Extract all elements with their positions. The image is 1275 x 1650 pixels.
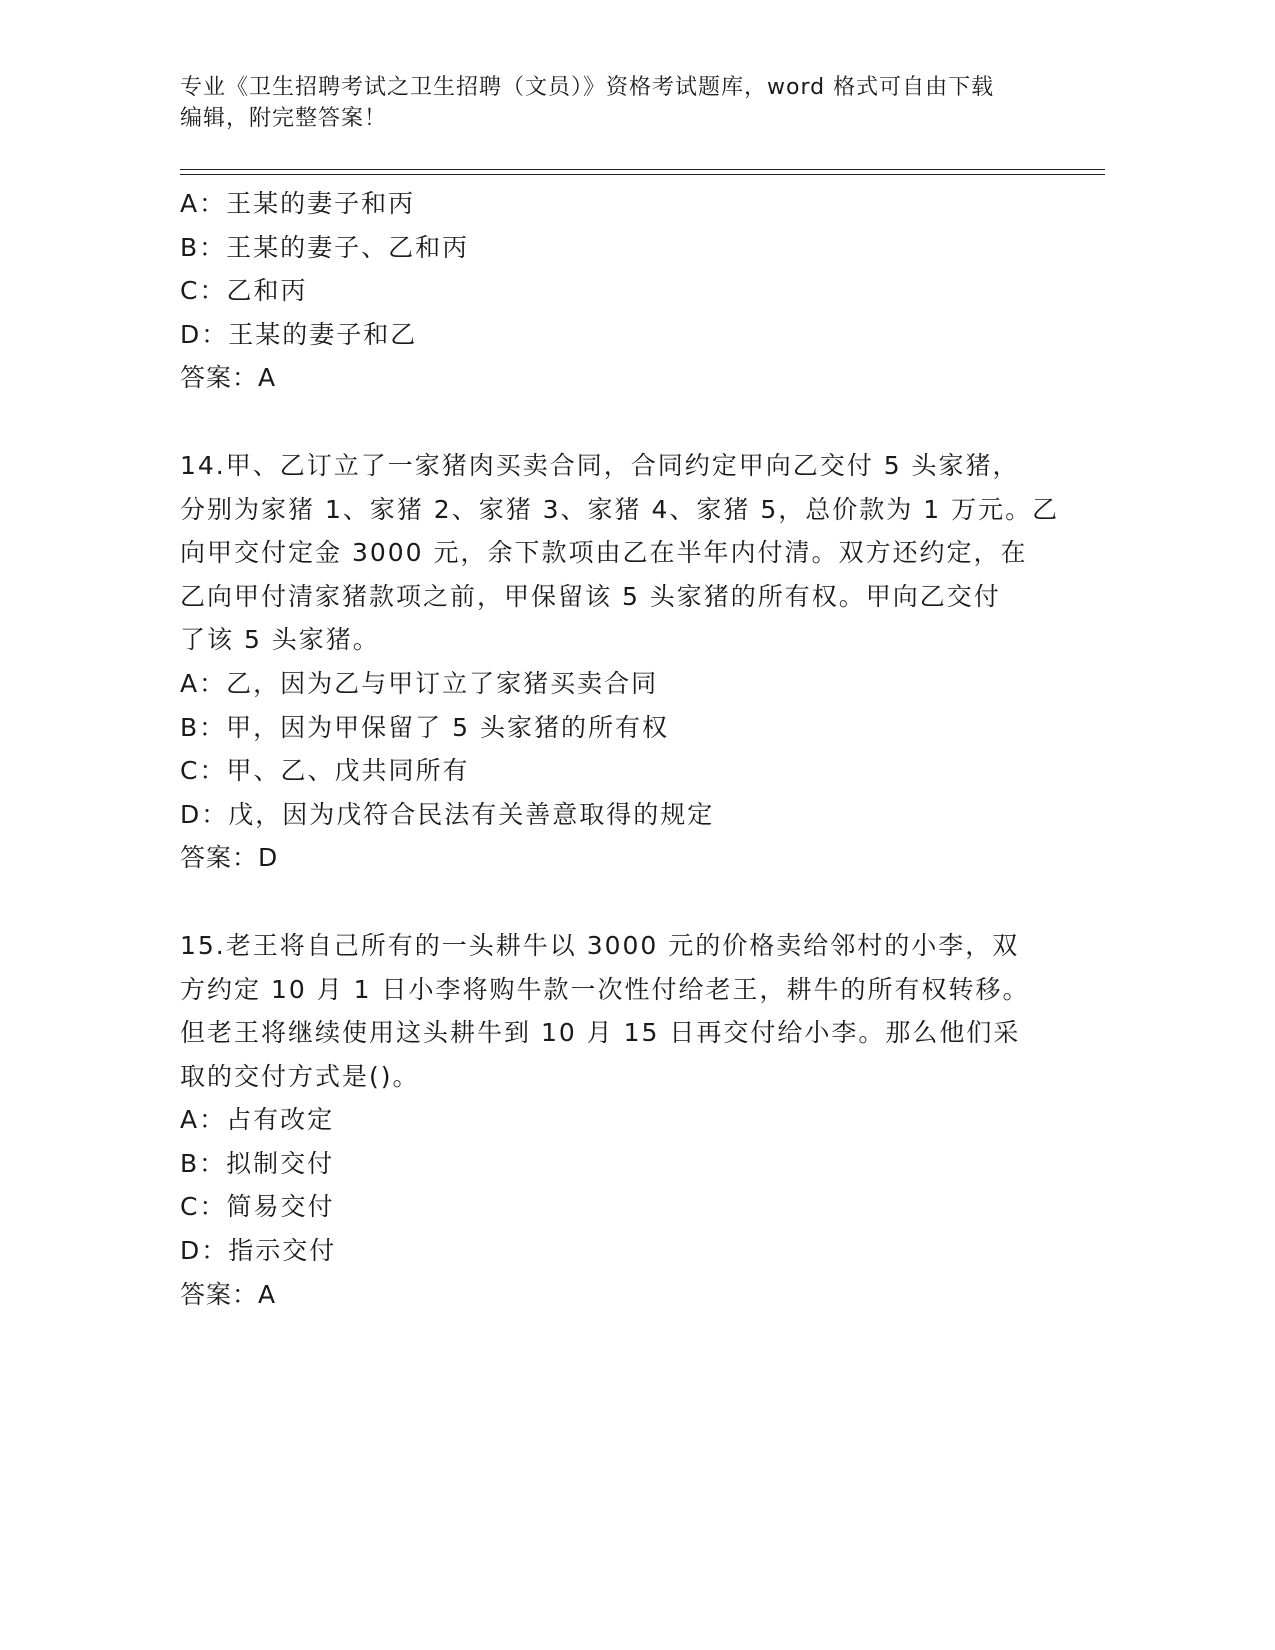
answer: 答案：A [180, 363, 277, 393]
option-b: B：拟制交付 [180, 1148, 335, 1178]
header-line-2: 编辑，附完整答案！ [180, 106, 388, 131]
option-d: D：指示交付 [180, 1236, 337, 1266]
question-stem-line: 乙向甲付清家猪款项之前，甲保留该 5 头家猪的所有权。甲向乙交付 [180, 581, 1001, 611]
question-stem-line: 15.老王将自己所有的一头耕牛以 3000 元的价格卖给邻村的小李，双 [180, 930, 1020, 960]
question-stem-line: 向甲交付定金 3000 元，余下款项由乙在半年内付清。双方还约定，在 [180, 538, 1028, 568]
question-13-options [180, 182, 1040, 400]
answer: 答案：A [180, 1279, 277, 1309]
option-a: A：王某的妻子和丙 [180, 189, 416, 218]
question-15 [180, 924, 1040, 1316]
option-c: C：乙和丙 [180, 276, 308, 306]
question-stem-line: 取的交付方式是()。 [180, 1061, 420, 1091]
question-stem-line: 14.甲、乙订立了一家猪肉买卖合同，合同约定甲向乙交付 5 头家猪， [180, 450, 1020, 480]
question-stem-line: 了该 5 头家猪。 [180, 625, 380, 655]
option-c: C：简易交付 [180, 1192, 335, 1222]
question-stem-line: 分别为家猪 1、家猪 2、家猪 3、家猪 4、家猪 5，总价款为 1 万元。乙 [180, 494, 1060, 524]
answer: 答案：D [180, 843, 279, 873]
question-content [180, 182, 1060, 1316]
option-a: A：乙，因为乙与甲订立了家猪买卖合同 [180, 668, 659, 698]
question-14 [180, 444, 1060, 880]
option-d: D：王某的妻子和乙 [180, 319, 418, 349]
header-rule-top [180, 169, 1105, 170]
document-header [180, 72, 1060, 134]
header-rule-bottom [180, 174, 1105, 175]
option-c: C：甲、乙、戊共同所有 [180, 756, 470, 786]
question-stem-line: 但老王将继续使用这头耕牛到 10 月 15 日再交付给小李。那么他们采 [180, 1018, 1021, 1048]
header-line-1: 专业《卫生招聘考试之卫生招聘（文员）》资格考试题库，word 格式可自由下载 [180, 75, 995, 100]
question-stem-line: 方约定 10 月 1 日小李将购牛款一次性付给老王，耕牛的所有权转移。 [180, 974, 1030, 1004]
option-b: B：王某的妻子、乙和丙 [180, 232, 470, 262]
option-a: A：占有改定 [180, 1105, 335, 1135]
option-d: D：戊，因为戊符合民法有关善意取得的规定 [180, 799, 715, 829]
option-b: B：甲，因为甲保留了 5 头家猪的所有权 [180, 712, 669, 742]
